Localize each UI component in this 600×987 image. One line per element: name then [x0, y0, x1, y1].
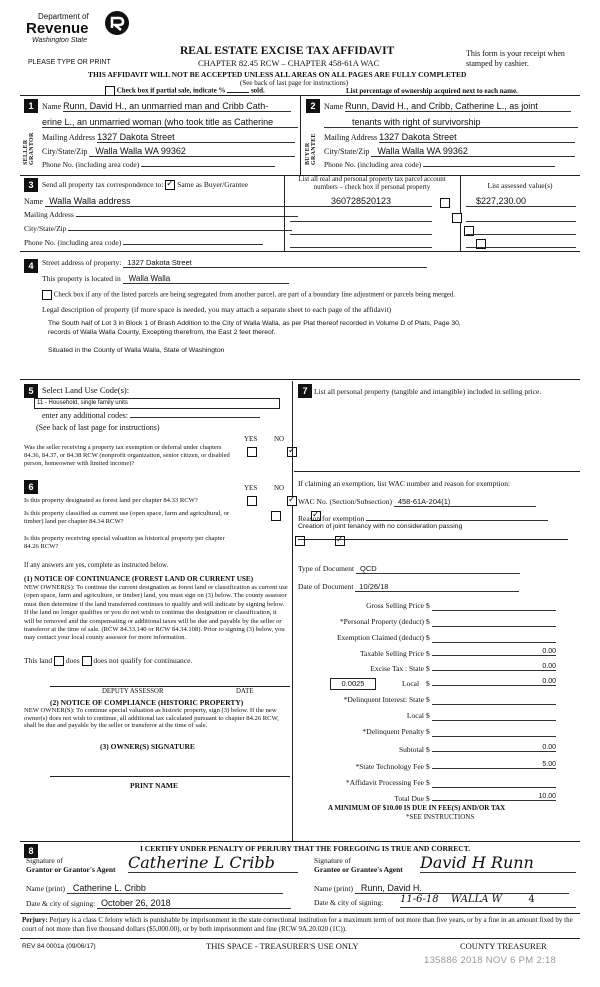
seller-name-label: Name: [42, 102, 62, 111]
legal-description-line3[interactable]: Situated in the County of Walla Walla, State of Washington: [48, 347, 225, 354]
currency: $: [426, 711, 430, 720]
qualify-label: qualify for continuance.: [120, 656, 193, 665]
owner-signature-label: (3) OWNER(S) SIGNATURE: [100, 742, 195, 751]
currency: $: [426, 601, 430, 610]
buyer-name-line2[interactable]: tenants with right of survivorship: [324, 117, 578, 128]
owner-signature-line[interactable]: [50, 776, 290, 777]
agency-logo: [20, 8, 140, 50]
grantee-extra: 4: [528, 894, 535, 905]
currency: $: [426, 649, 430, 658]
agency-seal-icon: [104, 10, 130, 36]
this-land-label: This land: [24, 656, 53, 665]
correspondence-phone-label: Phone No. (including area code): [24, 238, 122, 247]
revision-code: REV 84 0001a (09/06/17): [22, 943, 96, 950]
seller-phone-label: Phone No. (including area code): [42, 160, 140, 169]
section-number: 8: [24, 844, 38, 858]
correspondence-city[interactable]: [68, 230, 292, 231]
section-number: 2: [306, 99, 320, 113]
personal-property-label: List all personal property (tangible and intangible) included in selling price.: [314, 387, 542, 396]
section-number: 5: [24, 384, 38, 398]
send-correspondence-label: Send all property tax correspondence to:: [42, 180, 164, 189]
does-not-label: does not: [93, 656, 119, 665]
parcel-number-3[interactable]: [290, 234, 432, 235]
correspondence-mailing-label: Mailing Address: [24, 210, 74, 219]
grantee-name-label: Name (print): [314, 884, 353, 893]
seller-city[interactable]: Walla Walla WA 99362: [89, 146, 295, 157]
print-name-label: PRINT NAME: [130, 781, 178, 790]
local-2-value[interactable]: [432, 720, 556, 721]
buyer-city[interactable]: Walla Walla WA 99362: [371, 146, 575, 157]
notice-continuance-title: (1) NOTICE OF CONTINUANCE (FOREST LAND OR CURRENT USE): [24, 575, 254, 583]
located-in[interactable]: Walla Walla: [123, 274, 289, 284]
perjury-notice: [22, 916, 582, 934]
seller-section: [20, 95, 300, 175]
currency: $: [426, 664, 430, 673]
notice-continuance-body: NEW OWNER(S): To continue the current designation as forest land or classification as current use (open space, farm and agriculture, or timber) land, you must sign on (3) below. The county assessor must then determine if the land transferred continues to qualify and will indicate by signing below. If the land no longer qualifies or you do not wish to continue the designation or classification, it will be removed and the compensating or additional taxes will be due and payable by the seller or transferor at the time of sale. (RCW 84.33.140 or RCW 84.34.108). Prior to signing (3) below, you may contact your local county assessor for more information.: [24, 584, 288, 642]
gross-label: Gross Selling Price: [366, 601, 424, 610]
correspondence-phone[interactable]: [123, 244, 263, 245]
personal-deduct-label: *Personal Property (deduct): [339, 617, 424, 626]
grantor-signature[interactable]: Catherine L Cribb: [128, 853, 298, 873]
grantee-name[interactable]: Runn, David H.: [355, 883, 569, 894]
date-label: DATE: [236, 688, 254, 695]
personal-property-checkbox-2[interactable]: [452, 213, 462, 223]
section-number: 7: [298, 384, 312, 398]
agency-line2: Revenue: [26, 20, 89, 37]
county-treasurer-label: COUNTY TREASURER: [460, 941, 547, 951]
ownership-percentage-note: List percentage of ownership acquired next to each name.: [346, 87, 518, 95]
grantor-name-label: Name (print): [26, 884, 65, 893]
legal-description-line2[interactable]: records of Walla Walla County, Excepting therefrom, the East 2 feet thereof.: [48, 329, 276, 336]
total-due-value[interactable]: 10.00: [432, 793, 556, 801]
see-instructions-note: *SEE INSTRUCTIONS: [406, 813, 475, 821]
reason-label: Reason for exemption: [298, 514, 365, 523]
additional-codes-label: enter any additional codes:: [42, 411, 128, 420]
taxable-label: Taxable Selling Price: [359, 649, 424, 658]
local-rate-box[interactable]: 0.0025: [330, 678, 376, 690]
street-address[interactable]: 1327 Dakota Street: [123, 258, 427, 268]
does-checkbox[interactable]: [54, 656, 64, 666]
grantee-date-label: Date & city of signing:: [314, 898, 384, 907]
no-header-6: NO: [274, 484, 285, 492]
section-7: [294, 381, 580, 841]
section-number: 1: [24, 99, 38, 113]
grantee-signature[interactable]: David H Runn: [420, 853, 576, 873]
see-back-instructions: (See back of last page for instructions): [240, 79, 349, 87]
currency: $: [426, 778, 430, 787]
does-label: does: [65, 656, 80, 665]
document-date-label: Date of Document: [298, 582, 354, 591]
currency: $: [426, 633, 430, 642]
seller-name-line1[interactable]: Runn, David H., an unmarried man and Cribb Cath-: [63, 101, 291, 112]
local-2-label: Local: [406, 711, 424, 720]
assessed-value-4[interactable]: [466, 247, 576, 248]
same-as-buyer-checkbox[interactable]: [165, 180, 175, 190]
section-number: 3: [24, 178, 38, 192]
grantor-name[interactable]: Catherine L. Cribb: [67, 883, 283, 894]
section-5: [20, 381, 292, 473]
delinquent-penalty-value[interactable]: [432, 736, 556, 737]
local-label: Local: [402, 679, 420, 688]
buyer-section: [302, 95, 580, 175]
gross-value[interactable]: [432, 610, 556, 611]
parcel-header: List all real and personal property tax parcel account numbers – check box if personal property: [298, 175, 446, 191]
grantor-date[interactable]: October 26, 2018: [97, 898, 291, 909]
personal-deduct-value[interactable]: [432, 626, 556, 627]
seller-city-label: City/State/Zip: [42, 147, 88, 156]
correspondence-mailing[interactable]: [76, 216, 298, 217]
forest-yes-checkbox[interactable]: [247, 496, 257, 506]
buyer-city-label: City/State/Zip: [324, 147, 370, 156]
located-in-label: This property is located in: [42, 274, 121, 283]
forest-land-question: Is this property designated as forest land per chapter 84.33 RCW?: [24, 497, 198, 504]
assessed-value-3[interactable]: [466, 234, 576, 235]
segregation-label: Check box if any of the listed parcels are being segregated from another parcel, are part of a boundary line adjustment or parcels being merged.: [53, 290, 456, 299]
section-3: [20, 175, 580, 251]
receipt-note: This form is your receipt when stamped by cashier.: [466, 49, 565, 68]
buyer-phone[interactable]: [423, 166, 555, 167]
total-due-label: Total Due: [394, 794, 424, 803]
seller-side-label: SELLER GRANTOR: [23, 132, 35, 165]
street-address-label: Street address of property:: [42, 258, 122, 267]
personal-property-checkbox-1[interactable]: [440, 198, 450, 208]
delinquent-penalty-label: *Delinquent Penalty: [362, 727, 424, 736]
seller-mailing-label: Mailing Address: [42, 133, 96, 142]
currency: $: [426, 617, 430, 626]
seller-phone[interactable]: [141, 166, 275, 167]
correspondence-name-label: Name: [24, 197, 44, 206]
currency: $: [426, 679, 430, 688]
exemption-claim-label: If claiming an exemption, list WAC number and reason for exemption:: [298, 479, 511, 488]
grantor-date-label: Date & city of signing:: [26, 899, 96, 908]
parcel-number[interactable]: 360728520123: [290, 196, 432, 207]
grantor-sig-label2: Grantor or Grantor's Agent: [26, 865, 116, 874]
partial-sale-label: Check box if partial sale, indicate %: [116, 86, 226, 95]
assessed-value-2[interactable]: [466, 221, 576, 222]
additional-codes[interactable]: [130, 417, 260, 418]
seller-name-line2[interactable]: erine L., an unmarried woman (who took title as Catherine: [42, 117, 298, 128]
section-number: 4: [24, 259, 38, 273]
land-use-see-back: (See back of last page for instructions): [36, 423, 160, 432]
taxable-value[interactable]: 0.00: [432, 648, 556, 656]
buyer-side-label: BUYER GRANTEE: [305, 133, 317, 165]
treasurer-use-label: THIS SPACE - TREASURER'S USE ONLY: [206, 941, 359, 951]
currency: $: [426, 794, 430, 803]
notice-compliance-body: NEW OWNER(S): To continue special valuation as historic property, sign (3) below. If the new owner(s) does not wish to continue, all additional tax calculated pursuant to chapter 84.26 RCW, shall be due and payable by the seller or transferor at the time of sale.: [24, 707, 279, 730]
buyer-name-line1[interactable]: Runn, David H., and Cribb, Catherine L., as joint: [345, 101, 571, 112]
exemption-yes-checkbox[interactable]: [247, 447, 257, 457]
current-use-question: Is this property classified as current use (open space, farm and agricultural, or timber) land per chapter 84.34 RCW?: [24, 510, 230, 525]
grantee-sig-label2: Grantee or Grantee's Agent: [314, 865, 403, 874]
currency: $: [426, 762, 430, 771]
currency: $: [426, 745, 430, 754]
agency-line1: Department of: [38, 12, 89, 21]
historic-question: Is this property receiving special valuation as historical property per chapter 84.26 RCW?: [24, 535, 225, 550]
notice-compliance-title: (2) NOTICE OF COMPLIANCE (HISTORIC PROPERTY): [50, 698, 244, 707]
exemption-deduct-label: Exemption Claimed (deduct): [336, 633, 424, 642]
fee-table: [294, 599, 580, 803]
section-8: [20, 841, 580, 913]
wac-label: WAC No. (Section/Subsection): [298, 497, 392, 506]
yes-header: YES: [244, 435, 258, 443]
document-type[interactable]: QCD: [356, 564, 520, 574]
minimum-fee-note: A MINIMUM OF $10.00 IS DUE IN FEE(S) AND/OR TAX: [328, 804, 506, 812]
recording-stamp: 135886 2018 NOV 6 PM 2:18: [424, 955, 557, 966]
section-number: 6: [24, 480, 38, 494]
perjury-label: Perjury:: [22, 916, 48, 924]
land-use-select[interactable]: 11 - Household, single family units: [34, 398, 280, 409]
parcel-number-4[interactable]: [290, 247, 432, 248]
legal-description-label: Legal description of property (if more space is needed, you may attach a separate sheet to each page of the affidavit): [42, 305, 392, 314]
subtotal-value[interactable]: 0.00: [432, 744, 556, 752]
section-4: [20, 251, 580, 379]
correspondence-city-label: City/State/Zip: [24, 224, 67, 233]
buyer-mailing[interactable]: 1327 Dakota Street: [379, 132, 575, 143]
currency: $: [426, 727, 430, 736]
local-value[interactable]: 0.00: [432, 678, 556, 686]
parcel-number-2[interactable]: [290, 221, 432, 222]
assessed-header: List assessed value(s): [487, 181, 553, 190]
excise-state-value[interactable]: 0.00: [432, 663, 556, 671]
form-title: REAL ESTATE EXCISE TAX AFFIDAVIT: [180, 45, 395, 57]
land-use-label: Select Land Use Code(s):: [42, 385, 130, 395]
if-yes-note: If any answers are yes, complete as instructed below.: [24, 562, 169, 569]
grantee-date: 11-6-18: [400, 894, 439, 905]
wac-number[interactable]: 458-61A-204(1): [394, 497, 536, 507]
form-subtitle: CHAPTER 82.45 RCW – CHAPTER 458-61A WAC: [198, 58, 380, 68]
seller-mailing[interactable]: 1327 Dakota Street: [97, 132, 295, 143]
perjury-text: Perjury is a class C felony which is punishable by imprisonment in the state correctional institution for a maximum term of not more than five years, or by a fine in an amount fixed by the court of not more than five thousand dollars ($5,000.00), or by both imprisonment and fine (RCW 9A.20.020 (1C)).: [22, 916, 573, 933]
document-type-label: Type of Document: [298, 564, 355, 573]
grantor-sig-label1: Signature of: [26, 856, 63, 865]
affidavit-fee-label: *Affidavit Processing Fee: [345, 778, 424, 787]
exemption-reason[interactable]: Creation of joint tenancy with no consideration passing: [298, 523, 463, 530]
does-not-checkbox[interactable]: [82, 656, 92, 666]
excise-state-label: Excise Tax : State: [370, 664, 424, 673]
exemption-question: Was the seller receiving a property tax exemption or deferral under chapters 84.36, 84.37, or 84.38 RCW (nonprofit organization, senior citizen, or disabled person, homeowner with limited income)?: [24, 444, 230, 467]
certify-statement: I CERTIFY UNDER PENALTY OF PERJURY THAT THE FOREGOING IS TRUE AND CORRECT.: [140, 844, 471, 853]
affidavit-fee-value[interactable]: [432, 787, 556, 788]
document-date[interactable]: 10/26/18: [355, 582, 519, 592]
warning-text: THIS AFFIDAVIT WILL NOT BE ACCEPTED UNLESS ALL AREAS ON ALL PAGES ARE FULLY COMPLETED: [88, 70, 467, 79]
tech-fee-value[interactable]: 5.00: [432, 761, 556, 769]
sold-label: sold.: [250, 86, 265, 95]
subtotal-label: Subtotal: [398, 745, 424, 754]
section-6: [20, 478, 292, 842]
correspondence-name[interactable]: Walla Walla address: [45, 196, 295, 207]
grantee-city: WALLA W: [450, 894, 502, 905]
same-as-buyer-label: Same as Buyer/Grantee: [177, 180, 248, 189]
buyer-phone-label: Phone No. (including area code): [324, 160, 422, 169]
delinquent-interest-value[interactable]: [432, 704, 556, 705]
delinquent-interest-label: *Delinquent Interest: State: [343, 695, 424, 704]
grantee-sig-label1: Signature of: [314, 856, 351, 865]
yes-header-6: YES: [244, 484, 258, 492]
no-header: NO: [274, 435, 285, 443]
buyer-name-label: Name: [324, 102, 344, 111]
tech-fee-label: *State Technology Fee: [355, 762, 424, 771]
exemption-deduct-value[interactable]: [432, 642, 556, 643]
assessed-value[interactable]: $227,230.00: [466, 196, 576, 207]
current-use-yes-checkbox[interactable]: [271, 511, 281, 521]
deputy-assessor-label: DEPUTY ASSESSOR: [102, 688, 164, 695]
please-print: PLEASE TYPE OR PRINT: [28, 59, 111, 66]
grantee-date-line[interactable]: [400, 894, 576, 908]
segregation-checkbox[interactable]: [42, 290, 52, 300]
legal-description-line1[interactable]: The South half of Lot 3 in Block 1 of Brash Addition to the City of Walla Walla, as per Plat thereof recorded in Volume D of Plats, Page 30,: [48, 320, 461, 327]
currency: $: [426, 695, 430, 704]
buyer-mailing-label: Mailing Address: [324, 133, 378, 142]
agency-line3: Washington State: [32, 37, 88, 44]
